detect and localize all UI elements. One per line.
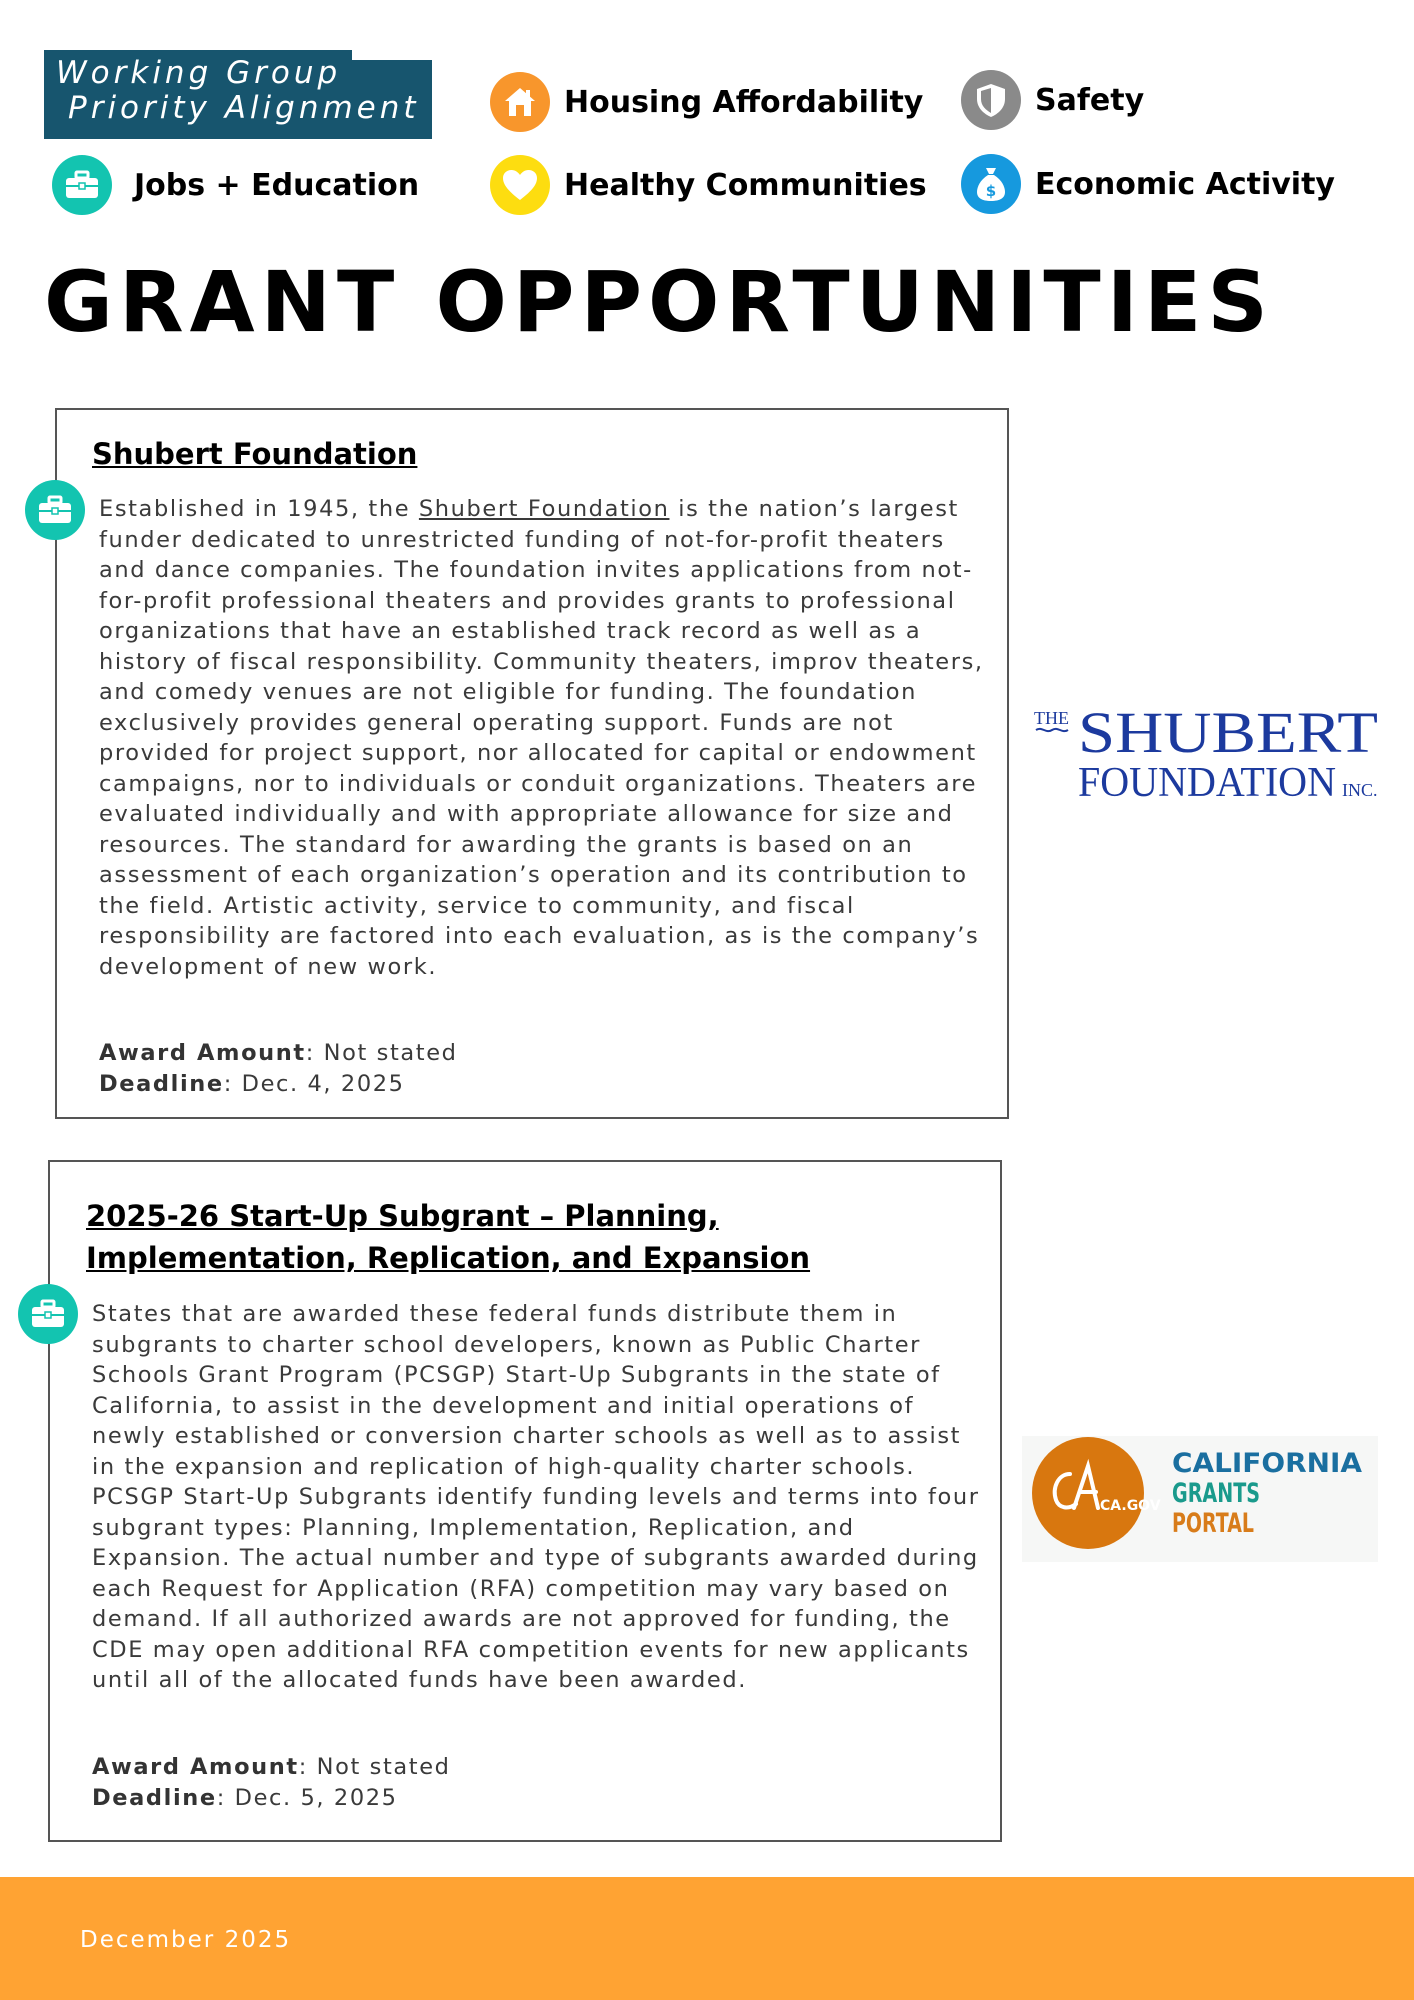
shield-icon	[961, 70, 1021, 130]
house-icon	[490, 72, 550, 132]
shubert-foundation-logo	[1032, 700, 1388, 810]
california-grants-portal-logo	[1022, 1436, 1378, 1562]
deadline-value: : Dec. 5, 2025	[216, 1785, 398, 1811]
logo-suffix: INC.	[1342, 780, 1378, 800]
briefcase-icon	[18, 1284, 78, 1344]
footer-date: December 2025	[80, 1927, 292, 1953]
working-group-label	[44, 50, 432, 139]
legend-jobs	[52, 155, 419, 215]
grant-desc-rest: is the nation’s largest funder dedicated to unrestricted funding of not-for-profit theaters and dance companies. The foundation invites applications from not-for-profit professional theaters and provides grants to professional organizations that have an established track record as well as a history of fiscal responsibility. Community theaters, improv theaters, and comedy venues are not eligible for funding. The foundation exclusively provides general operating support. Funds are not provided for project support, nor allocated for capital or endowment campaigns, nor to individuals or conduit organizations. Theaters are evaluated individually and with appropriate allowance for size and resources. The standard for awarding the grants is based on an assessment of each organization’s operation and its contribution to the field. Artistic activity, service to community, and fiscal responsibility are factored into each evaluation, as is the company’s development of new work.	[99, 496, 984, 980]
grant-desc-prefix: Established in 1945, the	[99, 496, 419, 522]
working-group-line2: Priority Alignment	[68, 90, 420, 126]
logo-line2: GRANTS	[1172, 1478, 1260, 1509]
logo-line3: PORTAL	[1172, 1508, 1254, 1539]
logo-line2: FOUNDATION	[1078, 760, 1336, 806]
legend-label-housing: Housing Affordability	[564, 84, 924, 120]
logo-line1: CALIFORNIA	[1172, 1448, 1363, 1479]
logo-name: SHUBERT	[1078, 700, 1378, 765]
legend-label-jobs: Jobs + Education	[134, 167, 420, 203]
briefcase-icon	[25, 480, 85, 540]
award-amount-value: : Not stated	[298, 1754, 451, 1780]
header-notch	[352, 50, 432, 60]
award-amount-label: Award Amount	[92, 1754, 299, 1780]
page-title: GRANT OPPORTUNITIES	[44, 253, 1274, 351]
legend-label-healthy: Healthy Communities	[564, 167, 927, 203]
legend-healthy	[490, 155, 927, 215]
logo-seal-text: CA.GOV	[1100, 1498, 1161, 1514]
grant-description-subgrant: States that are awarded these federal funds distribute them in subgrants to charter school developers, known as Public Charter Schools Grant Program (PCSGP) Start-Up Subgrants in the state of California, to assist in the development and initial operations of newly established or conversion charter schools as well as to assist in the expansion and replication of high-quality charter schools. PCSGP Start-Up Subgrants identify funding levels and terms into four subgrant types: Planning, Implementation, Replication, and Expansion. The actual number and type of subgrants awarded during each Request for Application (RFA) competition may vary based on demand. If all authorized awards are not approved for funding, the CDE may open additional RFA competition events for new applicants until all of the allocated funds have been awarded.	[92, 1301, 980, 1693]
briefcase-icon	[52, 155, 112, 215]
legend-label-economic: Economic Activity	[1035, 166, 1335, 202]
grant-title-shubert[interactable]: Shubert Foundation	[92, 437, 418, 471]
heart-icon	[490, 155, 550, 215]
logo-the: THE	[1034, 708, 1069, 728]
money-bag-icon	[961, 154, 1021, 214]
svg-text:$: $	[985, 182, 997, 200]
grant-description-shubert	[99, 494, 999, 982]
legend-economic	[961, 154, 1335, 214]
deadline-value: : Dec. 4, 2025	[223, 1071, 405, 1097]
footer-bar	[0, 1877, 1414, 2000]
award-amount-value: : Not stated	[305, 1040, 458, 1066]
legend-label-safety: Safety	[1035, 82, 1145, 118]
shubert-foundation-link[interactable]: Shubert Foundation	[418, 496, 670, 522]
award-amount-label: Award Amount	[99, 1040, 306, 1066]
legend-housing	[490, 72, 923, 132]
deadline-label: Deadline	[99, 1071, 224, 1097]
legend-safety	[961, 70, 1144, 130]
award-amount-shubert	[99, 1038, 458, 1069]
deadline-subgrant	[92, 1783, 398, 1814]
deadline-shubert	[99, 1069, 405, 1100]
grant-title-subgrant[interactable]: 2025-26 Start-Up Subgrant – Planning, Implementation, Replication, and Expansion	[86, 1199, 811, 1275]
award-amount-subgrant	[92, 1752, 451, 1783]
deadline-label: Deadline	[92, 1785, 217, 1811]
working-group-line1: Working Group	[56, 55, 342, 91]
